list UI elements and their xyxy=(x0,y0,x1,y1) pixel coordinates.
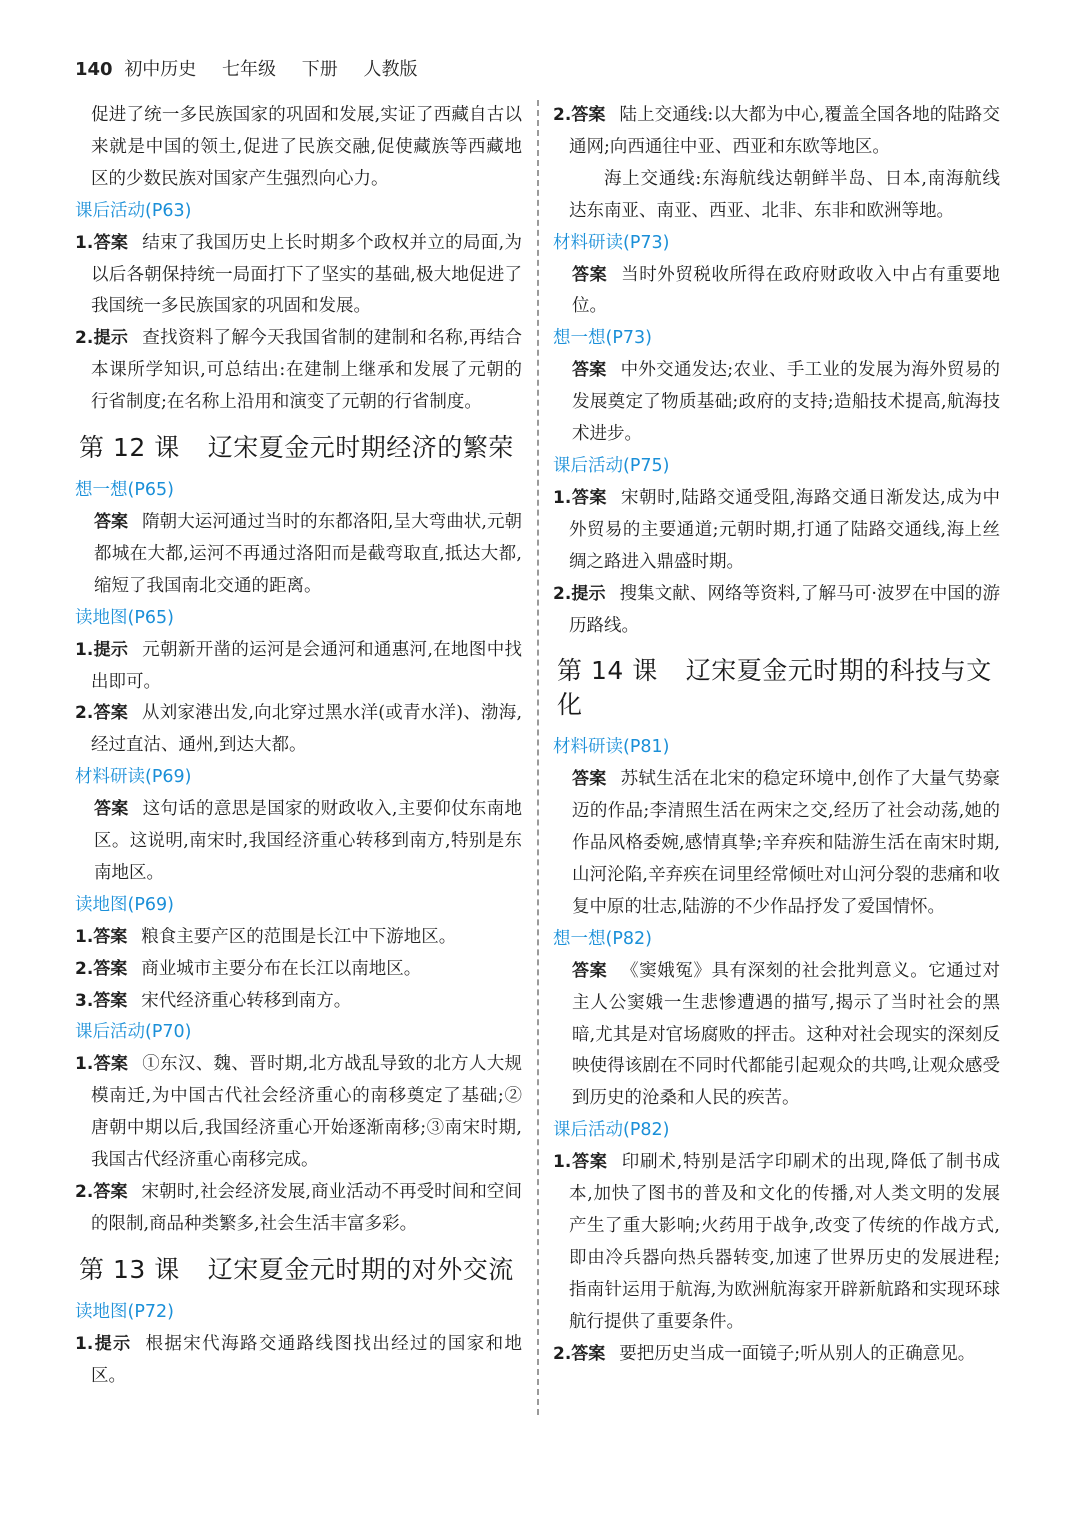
item-label: 答案 xyxy=(572,264,608,285)
item-number: 3. xyxy=(75,990,94,1011)
continuation-text: 促进了统一多民族国家的巩固和发展,实证了西藏自古以来就是中国的领土,促进了民族交融,促使藏族等西藏地区的少数民族对国家产生强烈向心力。 xyxy=(91,105,522,189)
item-label: 提示 xyxy=(93,1333,132,1354)
item-text: 搜集文献、网络等资料,了解马可·波罗在中国的游历路线。 xyxy=(569,583,1000,636)
item-label: 答案 xyxy=(572,960,608,981)
item-text: 结束了我国历史上长时期多个政权并立的局面,为以后各朝保持统一局面打下了坚实的基础,极大地促进了我国统一多民族国家的巩固和发展。 xyxy=(91,232,523,317)
answer-item xyxy=(75,1049,522,1177)
answer-item xyxy=(75,1329,522,1393)
answer-text: 海上交通线:东海航线达朝鲜半岛、日本,南海航线达东南亚、南亚、西亚、北非、东非和欧洲等地。 xyxy=(569,168,1000,221)
lesson-title xyxy=(79,1253,522,1287)
lesson-title xyxy=(557,654,1000,722)
item-number: 1. xyxy=(75,639,94,660)
item-number: 1. xyxy=(553,1152,572,1173)
section-heading: 材料研读(P69) xyxy=(75,767,192,788)
item-label: 答案 xyxy=(571,1152,608,1173)
right-column xyxy=(553,100,1000,1371)
section-heading: 课后活动(P63) xyxy=(75,200,192,221)
item-label: 答案 xyxy=(571,1343,606,1364)
item-text: 要把历史当成一面镜子;听从别人的正确意见。 xyxy=(619,1343,976,1364)
item-text: 宋朝时,陆路交通受阻,海路交通日渐发达,成为中外贸易的主要通道;元朝时期,打通了陆路交通线,海上丝绸之路进入鼎盛时期。 xyxy=(569,487,1001,572)
item-label: 答案 xyxy=(94,799,129,820)
section-heading: 想一想(P73) xyxy=(553,328,652,349)
answer-item xyxy=(553,764,1000,924)
item-text: 商业城市主要分布在长江以南地区。 xyxy=(141,958,422,979)
item-number: 2. xyxy=(75,703,94,724)
item-number: 2. xyxy=(75,328,94,349)
answer-item xyxy=(553,355,1000,451)
answer-item xyxy=(553,956,1000,1116)
answer-item xyxy=(75,698,522,762)
answer-item xyxy=(553,483,1000,579)
section-heading: 想一想(P82) xyxy=(553,928,652,949)
answer-item xyxy=(75,986,522,1018)
item-number: 2. xyxy=(553,1343,572,1364)
answer-item xyxy=(553,1339,1000,1371)
section-heading: 想一想(P65) xyxy=(75,480,174,501)
section-heading: 读地图(P65) xyxy=(75,607,174,628)
section-heading: 读地图(P72) xyxy=(75,1301,174,1322)
answer-item xyxy=(75,507,522,603)
header-edition: 人教版 xyxy=(363,59,418,80)
answer-item xyxy=(75,922,522,954)
lesson-name: 辽宋夏金元时期经济的繁荣 xyxy=(207,433,514,463)
left-column xyxy=(75,100,522,1393)
item-number: 2. xyxy=(75,1182,94,1202)
item-label: 答案 xyxy=(571,105,606,125)
item-label: 答案 xyxy=(93,926,128,947)
item-label: 答案 xyxy=(571,487,607,508)
page-number: 140 xyxy=(75,59,113,80)
answer-item xyxy=(553,579,1000,643)
item-text: 《窦娥冤》具有深刻的社会批判意义。它通过对主人公窦娥一生悲惨遭遇的描写,揭示了当时社会的黑暗,尤其是对官场腐败的抨击。这种对社会现实的深刻反映使得该剧在不同时代都能引起观众的共鸣,让观众感受到历史的沧桑和人民的疾苦。 xyxy=(572,960,1001,1109)
item-label: 提示 xyxy=(93,639,129,660)
item-number: 2. xyxy=(553,105,572,125)
item-label: 答案 xyxy=(93,703,128,724)
item-text: 隋朝大运河通过当时的东都洛阳,呈大弯曲状,元朝都城在大都,运河不再通过洛阳而是截弯取直,抵达大都,缩短了我国南北交通的距离。 xyxy=(94,511,523,596)
lesson-number: 第 14 课 xyxy=(557,656,658,686)
item-number: 1. xyxy=(75,232,94,253)
item-label: 答案 xyxy=(94,511,129,532)
item-text: 查找资料了解今天我国省制的建制和名称,再结合本课所学知识,可总结出:在建制上继承和发展了元朝的行省制度;在名称上沿用和演变了元朝的行省制度。 xyxy=(91,328,523,413)
lesson-number: 第 12 课 xyxy=(79,433,180,463)
item-label: 答案 xyxy=(572,769,607,790)
header-volume: 下册 xyxy=(301,59,338,80)
section-heading: 课后活动(P82) xyxy=(553,1120,670,1141)
answer-item xyxy=(75,323,522,419)
header-subject: 初中历史 xyxy=(124,59,197,80)
item-text: 从刘家港出发,向北穿过黑水洋(或青水洋)、渤海,经过直沽、通州,到达大都。 xyxy=(91,703,523,756)
item-text: 苏轼生活在北宋的稳定环境中,创作了大量气势豪迈的作品;李清照生活在两宋之交,经历了社会动荡,她的作品风格委婉,感情真挚;辛弃疾和陆游生活在南宋时期,山河沦陷,辛弃疾在词里经常倾吐对山河分裂的悲痛和收复中原的壮志,陆游的不少作品抒发了爱国情怀。 xyxy=(572,769,1001,917)
item-label: 答案 xyxy=(93,990,128,1011)
item-number: 1. xyxy=(553,487,572,508)
item-text: 粮食主要产区的范围是长江中下游地区。 xyxy=(141,926,457,947)
section-heading: 读地图(P69) xyxy=(75,894,174,915)
header-grade: 七年级 xyxy=(222,59,277,80)
item-label: 答案 xyxy=(572,360,607,381)
lesson-title xyxy=(79,431,522,465)
column-divider xyxy=(537,100,539,1415)
answer-item xyxy=(553,260,1000,324)
item-text: ①东汉、魏、晋时期,北方战乱导致的北方人大规模南迁,为中国古代社会经济重心的南移奠定了基础;②唐朝中期以后,我国经济重心开始逐渐南移;③南宋时期,我国古代经济重心南移完成。 xyxy=(91,1054,523,1171)
item-text: 根据宋代海路交通路线图找出经过的国家和地区。 xyxy=(91,1333,522,1386)
answer-item xyxy=(75,794,522,890)
item-label: 答案 xyxy=(93,1054,129,1075)
item-number: 2. xyxy=(553,583,572,604)
item-text: 元朝新开凿的运河是会通河和通惠河,在地图中找出即可。 xyxy=(91,639,523,692)
section-heading: 课后活动(P70) xyxy=(75,1022,192,1043)
item-text: 宋代经济重心转移到南方。 xyxy=(141,990,352,1011)
answer-item xyxy=(75,635,522,699)
answer-item xyxy=(553,1147,1000,1338)
page-header xyxy=(75,55,438,81)
lesson-name: 辽宋夏金元时期的对外交流 xyxy=(207,1254,514,1284)
item-number: 1. xyxy=(75,1333,94,1354)
answer-item xyxy=(75,1177,522,1241)
item-number: 2. xyxy=(75,958,94,979)
answer-item xyxy=(75,228,522,324)
item-label: 提示 xyxy=(571,583,606,604)
item-number: 1. xyxy=(75,926,94,947)
answer-item xyxy=(75,954,522,986)
item-text: 当时外贸税收所得在政府财政收入中占有重要地位。 xyxy=(572,264,1001,317)
item-text: 宋朝时,社会经济发展,商业活动不再受时间和空间的限制,商品种类繁多,社会生活丰富多彩。 xyxy=(91,1182,522,1234)
lesson-number: 第 13 课 xyxy=(79,1254,180,1284)
item-text: 印刷术,特别是活字印刷术的出现,降低了制书成本,加快了图书的普及和文化的传播,对人类文明的发展产生了重大影响;火药用于战争,改变了传统的作战方式,即由冷兵器向热兵器转变,加速了世界历史的发展进程;指南针运用于航海,为欧洲航海家开辟新航路和实现环球航行提供了重要条件。 xyxy=(569,1152,1001,1332)
item-number: 1. xyxy=(75,1054,94,1075)
item-text: 这句话的意思是国家的财政收入,主要仰仗东南地区。这说明,南宋时,我国经济重心转移到南方,特别是东南地区。 xyxy=(94,799,523,883)
item-label: 答案 xyxy=(93,232,129,253)
lesson-name: 辽宋夏金元时期的科技与文化 xyxy=(557,656,992,720)
item-label: 答案 xyxy=(93,1182,128,1202)
answer-item xyxy=(553,100,1000,164)
item-label: 答案 xyxy=(93,958,128,979)
section-heading: 材料研读(P81) xyxy=(553,737,670,758)
section-heading: 材料研读(P73) xyxy=(553,232,670,253)
item-text: 中外交通发达;农业、手工业的发展为海外贸易的发展奠定了物质基础;政府的支持;造船技术提高,航海技术进步。 xyxy=(572,360,1000,445)
section-heading: 课后活动(P75) xyxy=(553,455,670,476)
item-text: 陆上交通线:以大都为中心,覆盖全国各地的陆路交通网;向西通往中亚、西亚和东欧等地区。 xyxy=(569,105,1000,157)
item-label: 提示 xyxy=(93,328,129,349)
